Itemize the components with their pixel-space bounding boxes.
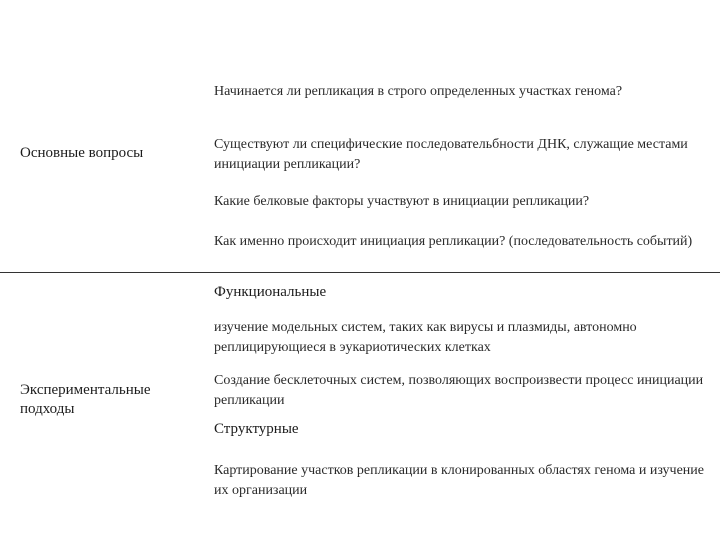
questions-label: Основные вопросы [20, 145, 144, 161]
question-item-2: Существуют ли специфические последовательбности ДНК, служащие местами инициации репликации? [214, 137, 688, 172]
functional-item-1: изучение модельных систем, таких как вирусы и плазмиды, автономно реплицирующиеся в эукариотических клетках [214, 320, 637, 355]
approaches-label: Экспериментальные подходы [20, 382, 151, 417]
functional-item-2: Создание бесклеточных систем, позволяющих воспроизвести процесс инициации репликации [214, 373, 704, 408]
section-divider [0, 272, 720, 273]
question-item-1: Начинается ли репликация в строго определенных участках генома? [214, 84, 623, 99]
functional-heading: Функциональные [214, 284, 327, 300]
structural-item-1: Картирование участков репликации в клонированных областях генома и изучение их организации [214, 463, 705, 498]
question-item-4: Как именно происходит инициация репликации? (последовательность событий) [214, 234, 693, 249]
structural-heading: Структурные [214, 421, 299, 437]
question-item-3: Какие белковые факторы участвуют в инициации репликации? [214, 194, 590, 209]
